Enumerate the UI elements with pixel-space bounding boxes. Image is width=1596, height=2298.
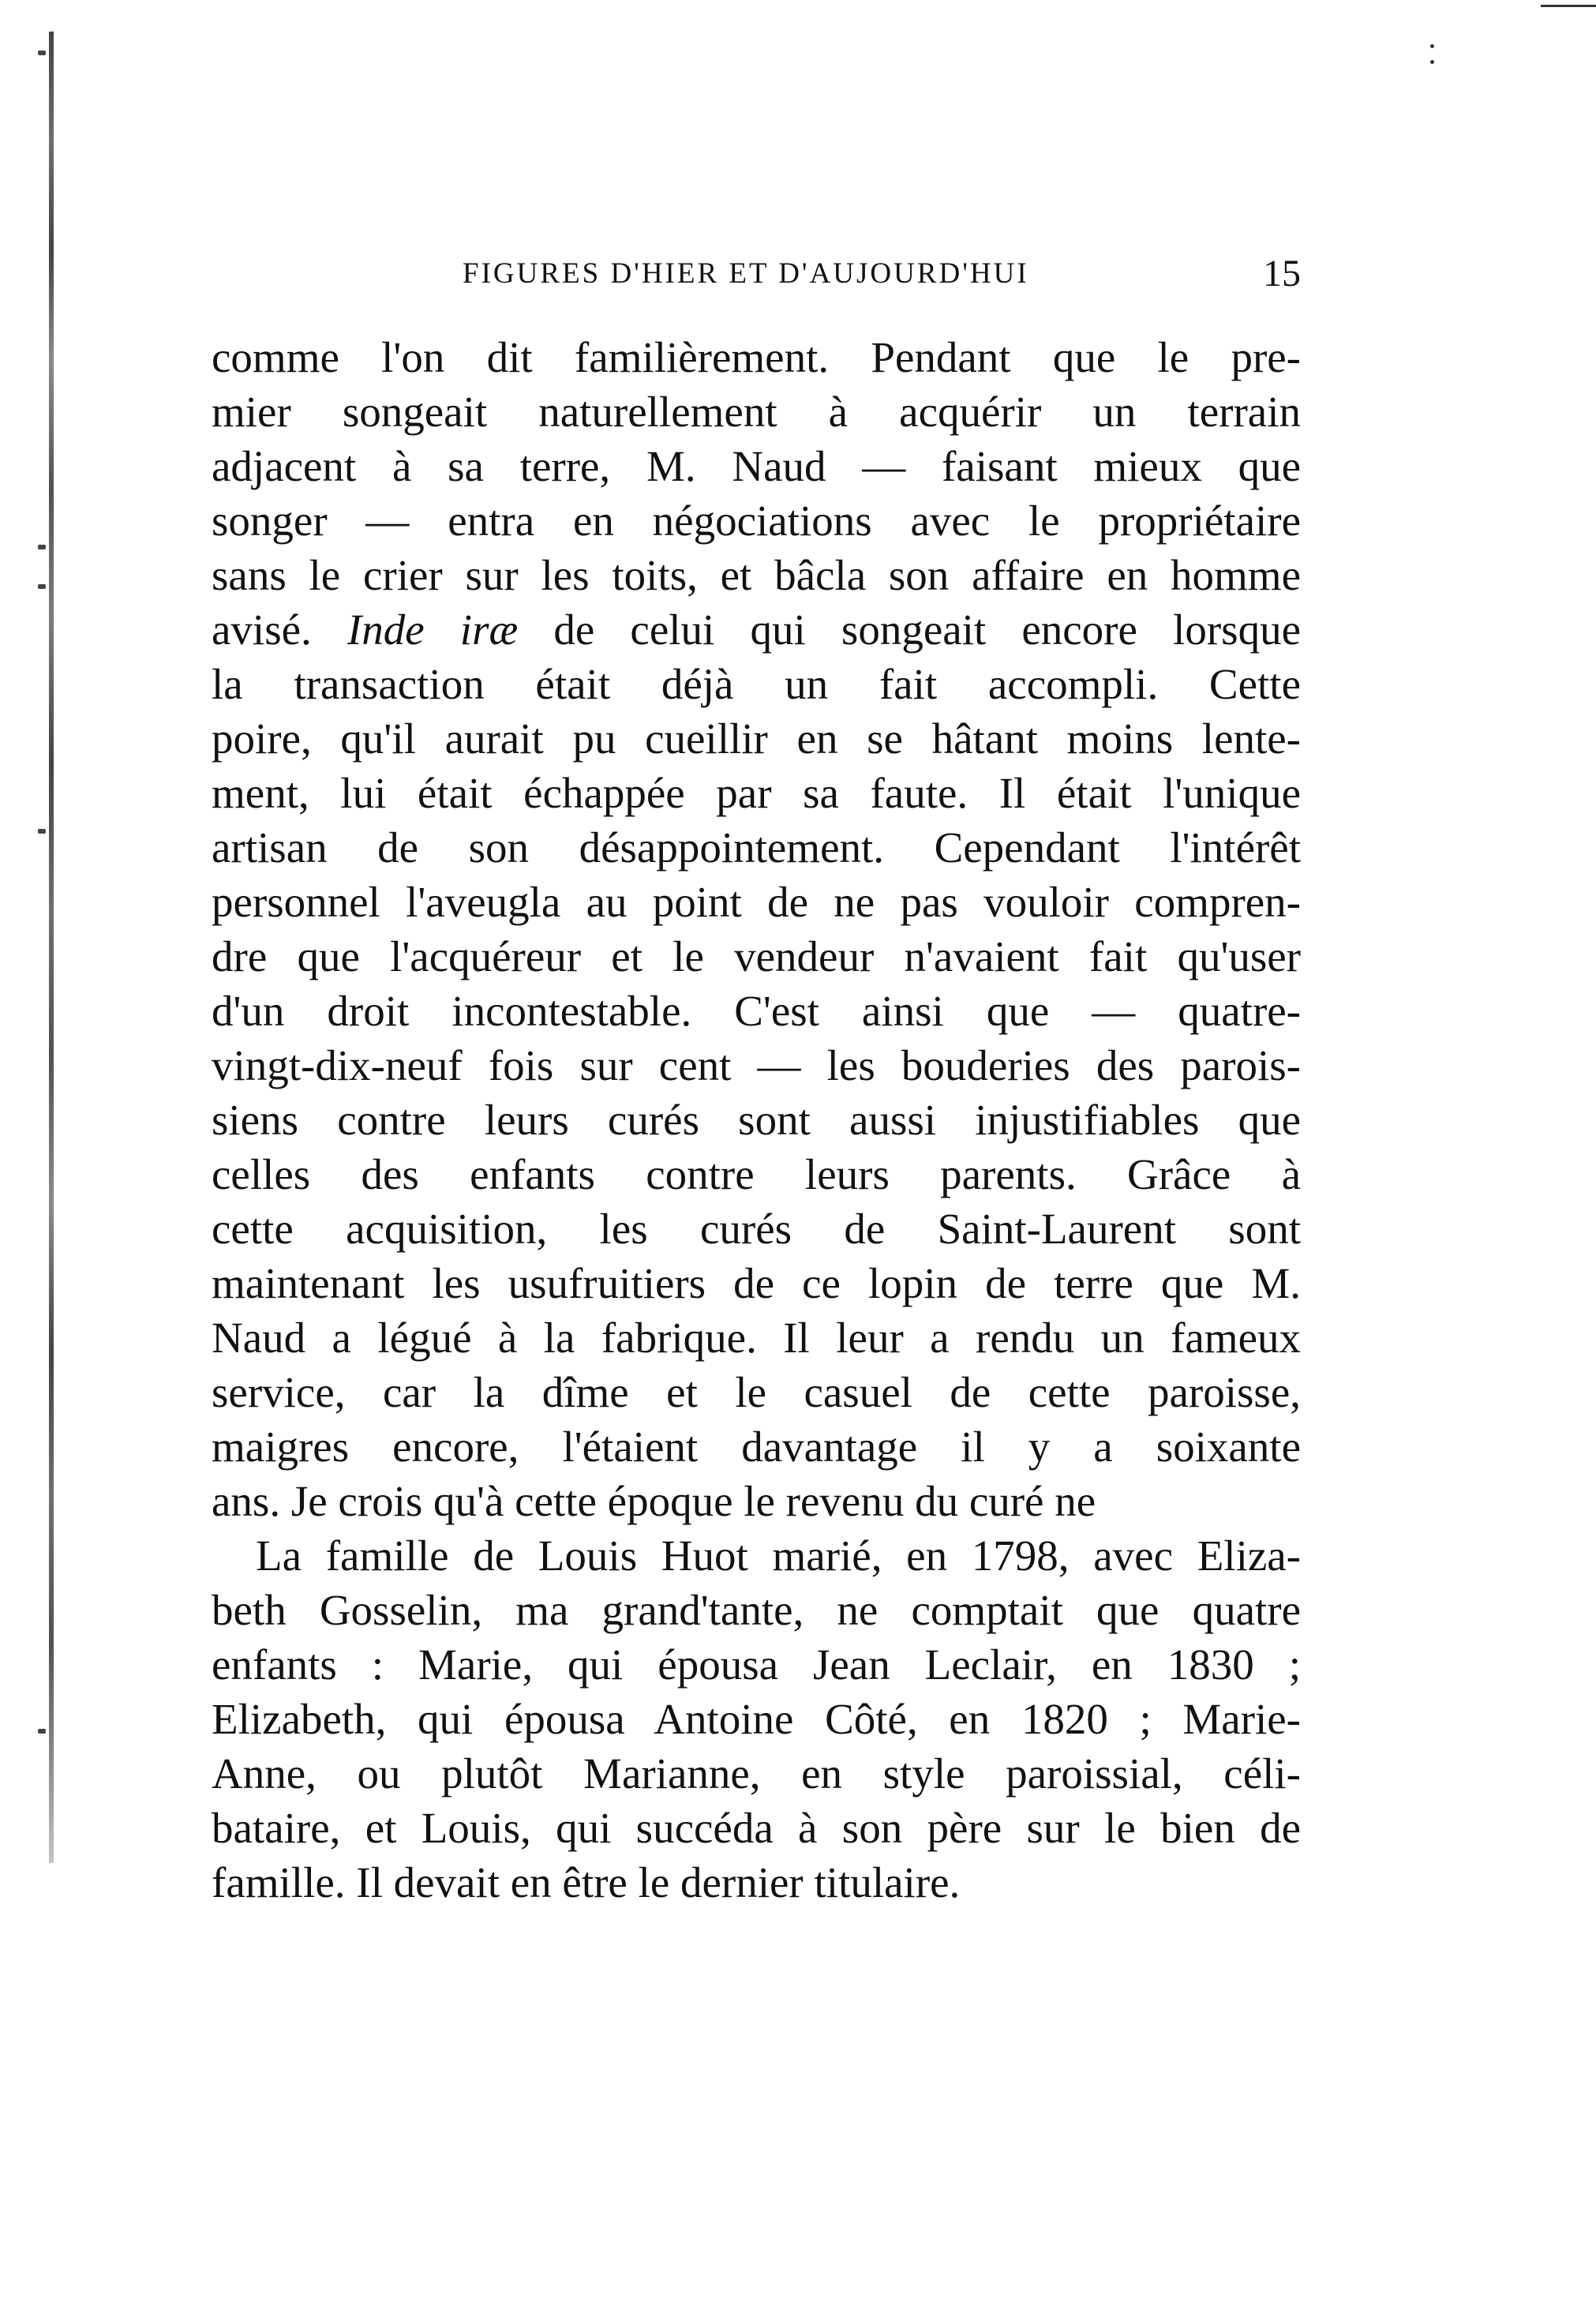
text-fragment: avisé. <box>212 605 347 654</box>
text-line: Elizabeth, qui épousa Antoine Côté, en 1820 ; Marie- <box>212 1695 1301 1743</box>
text-line: cette acquisition, les curés de Saint-Laurent sont <box>212 1205 1301 1253</box>
text-line: famille. Il devait en être le dernier titulaire. <box>212 1858 961 1906</box>
text-line: ans. Je crois qu'à cette époque le revenu du curé ne <box>212 1477 1096 1525</box>
text-line: mier songeait naturellement à acquérir un terrain <box>212 388 1301 436</box>
text-line: la transaction était déjà un fait accompli. Cette <box>212 660 1301 708</box>
running-head <box>212 253 1301 304</box>
text-line: bataire, et Louis, qui succéda à son père sur le bien de <box>212 1804 1301 1852</box>
scan-corner-dot <box>1430 60 1434 64</box>
text-line: maintenant les usufruitiers de ce lopin de terre que M. <box>212 1259 1301 1307</box>
text-line: Anne, ou plutôt Marianne, en style paroissial, céli- <box>212 1749 1301 1798</box>
text-line: maigres encore, l'étaient davantage il y a soixante <box>212 1423 1301 1471</box>
text-line: siens contre leurs curés sont aussi injustifiables que <box>212 1096 1301 1144</box>
scan-speck <box>38 1729 46 1734</box>
text-line: artisan de son désappointement. Cependant l'intérêt <box>212 823 1301 872</box>
text-line: dre que l'acquéreur et le vendeur n'avaient fait qu'user <box>212 932 1301 980</box>
text-line: personnel l'aveugla au point de ne pas vouloir compren- <box>212 878 1301 926</box>
scan-corner-rule <box>1541 5 1596 7</box>
scan-speck <box>38 584 46 589</box>
text-line: Naud a légué à la fabrique. Il leur a rendu un fameux <box>212 1314 1301 1362</box>
text-line: La famille de Louis Huot marié, en 1798, avec Eliza- <box>256 1531 1301 1580</box>
text-line: service, car la dîme et le casuel de cette paroisse, <box>212 1368 1301 1416</box>
body-text <box>212 330 1301 1910</box>
text-line: enfants : Marie, qui épousa Jean Leclair, en 1830 ; <box>212 1640 1301 1689</box>
text-line: sans le crier sur les toits, et bâcla son affaire en homme <box>212 551 1301 599</box>
text-line: d'un droit incontestable. C'est ainsi que — quatre- <box>212 987 1301 1035</box>
scan-speck <box>38 51 46 55</box>
text-line: adjacent à sa terre, M. Naud — faisant mieux que <box>212 442 1301 490</box>
text-line: vingt-dix-neuf fois sur cent — les bouderies des parois- <box>212 1041 1301 1089</box>
scan-speck <box>38 829 46 834</box>
scan-corner-dot <box>1430 44 1434 48</box>
scan-speck <box>38 545 46 549</box>
text-line: songer — entra en négociations avec le propriétaire <box>212 497 1301 545</box>
text-line-with-italic <box>212 602 1301 657</box>
latin-phrase: Inde iræ <box>347 605 519 654</box>
text-line: comme l'on dit familièrement. Pendant que le pre- <box>212 333 1301 381</box>
text-fragment: de celui qui songeait encore lorsque <box>518 605 1301 654</box>
running-title: FIGURES D'HIER ET D'AUJOURD'HUI <box>463 257 1029 290</box>
text-line: ment, lui était échappée par sa faute. Il était l'unique <box>212 769 1301 817</box>
text-line: poire, qu'il aurait pu cueillir en se hâtant moins lente- <box>212 714 1301 763</box>
page-number: 15 <box>1263 253 1301 294</box>
text-line: celles des enfants contre leurs parents. Grâce à <box>212 1150 1301 1198</box>
text-line: beth Gosselin, ma grand'tante, ne comptait que quatre <box>212 1586 1301 1634</box>
binding-edge <box>49 32 54 1863</box>
